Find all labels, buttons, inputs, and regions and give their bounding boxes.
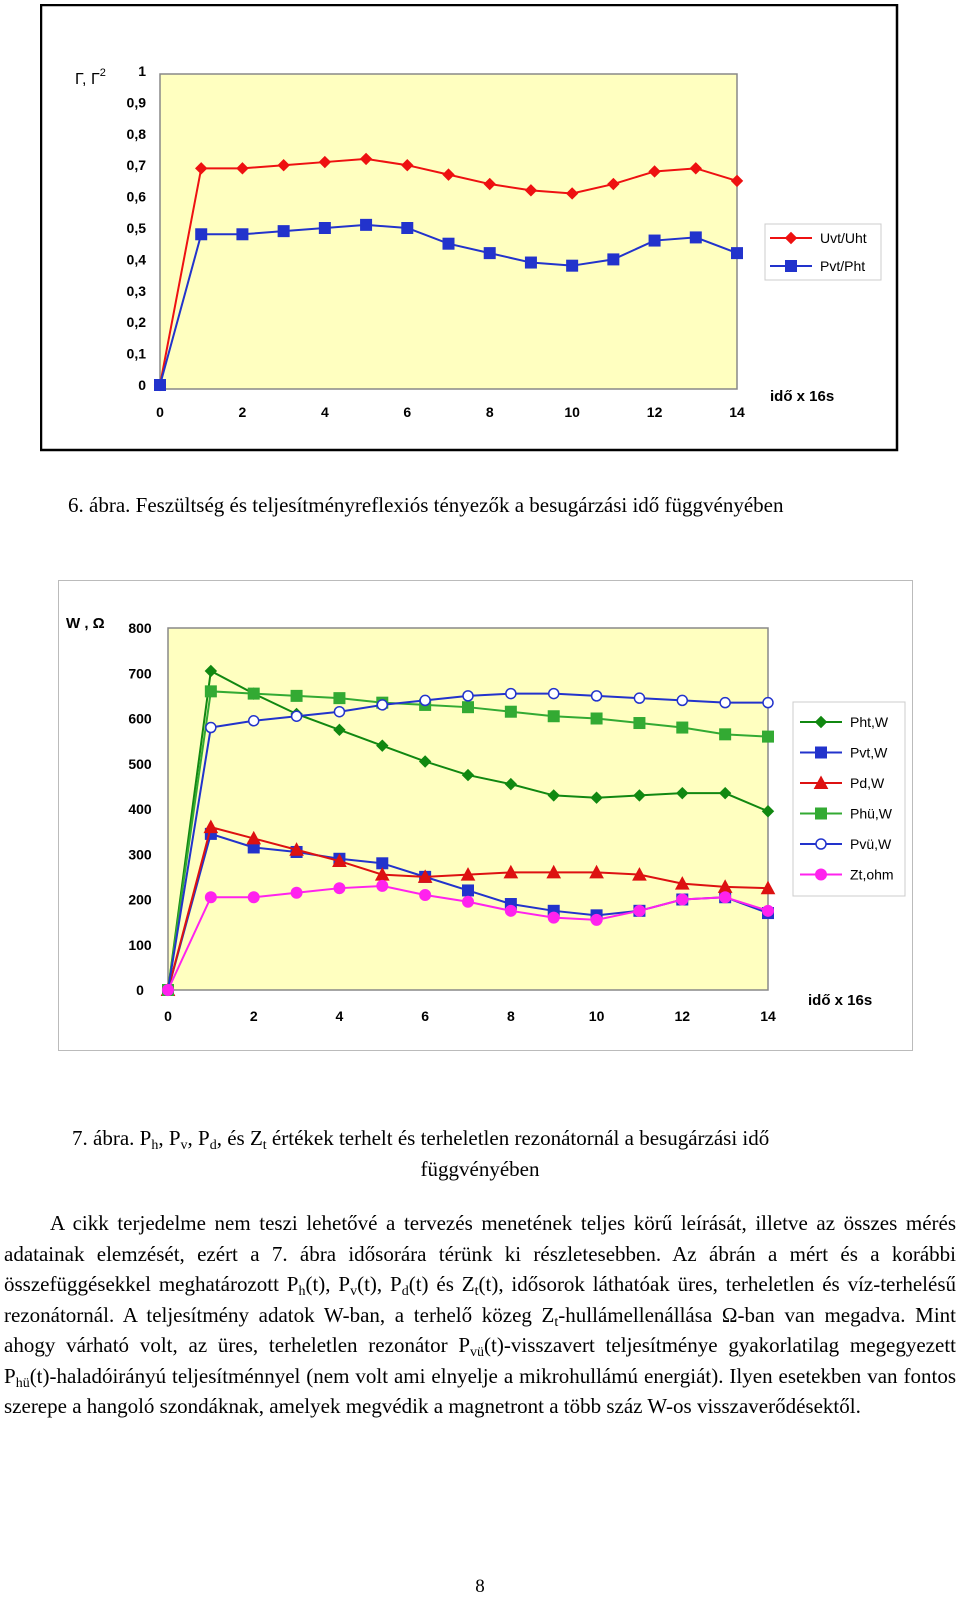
data-point <box>291 887 302 898</box>
x-tick-label: 10 <box>588 1008 605 1024</box>
legend-label: Pvt/Pht <box>820 258 866 274</box>
y-tick-label: 0,2 <box>126 314 146 331</box>
cap7-prefix: 7. ábra. P <box>72 1126 152 1150</box>
y-tick-label: 0 <box>136 982 144 998</box>
y-tick-label: 600 <box>128 710 152 727</box>
y-axis-label: W , Ω <box>66 615 105 632</box>
legend-label: Phü,W <box>850 805 893 822</box>
y-axis-label-text: Γ, Γ <box>75 71 100 88</box>
data-point <box>463 691 473 701</box>
data-point <box>634 905 645 916</box>
legend-label: Pvü,W <box>850 836 892 852</box>
para-g: (t)-visszavert teljesítménye gyakorlatilag megegyezett P <box>4 1333 956 1388</box>
data-point <box>763 905 774 916</box>
x-tick-label: 0 <box>156 404 164 420</box>
body-paragraph <box>4 1208 956 1422</box>
data-point <box>548 711 559 722</box>
legend-marker <box>816 869 827 880</box>
data-point <box>677 722 688 733</box>
legend-marker <box>816 808 827 819</box>
para-h: (t)-haladóirányú teljesítménnyel (nem volt ami elnyelje a mikrohullámú energiát). Ilyen esetekben van fontos szerepe a hangoló szondáknak, amelyek megvédik a magnetront a több száz W-os visszaverődésektől. <box>4 1363 956 1418</box>
data-point <box>591 914 602 925</box>
legend-marker <box>786 261 797 272</box>
cap7-sub-v: v <box>180 1138 188 1153</box>
data-point <box>677 894 688 905</box>
sub-t: t <box>474 1284 479 1299</box>
x-tick-label: 6 <box>421 1008 430 1024</box>
data-point <box>443 238 454 249</box>
cap7-sub-h: h <box>151 1138 159 1153</box>
data-point <box>334 693 345 704</box>
data-point <box>484 248 495 259</box>
x-tick-label: 8 <box>506 1008 515 1024</box>
cap7-sub-t: t <box>262 1138 267 1153</box>
data-point <box>319 223 330 234</box>
data-point <box>420 695 430 705</box>
data-point <box>506 689 516 699</box>
sub-t2: t <box>554 1314 559 1330</box>
figure-7-caption <box>72 1126 769 1151</box>
y-tick-label: 0,1 <box>126 345 146 362</box>
sub-v: v <box>350 1284 358 1299</box>
data-point <box>361 219 372 230</box>
y-tick-label: 0,7 <box>126 157 146 174</box>
x-tick-label: 14 <box>729 404 745 420</box>
data-point <box>402 223 413 234</box>
page-number: 8 <box>475 1576 485 1597</box>
cap7-t4: értékek terhelt és terheletlen rezonátornál a besugárzási idő <box>266 1126 770 1150</box>
data-point <box>732 248 743 259</box>
data-point <box>334 707 344 717</box>
sub-hu: hü <box>15 1375 30 1391</box>
para-f: -hullámellenállása Ω-ban van megadva. Mint ahogy várható volt, az üres, terheletlen rezonátor P <box>4 1302 956 1357</box>
data-point <box>463 702 474 713</box>
data-point <box>334 883 345 894</box>
cap7-t3: , és Z <box>216 1126 263 1150</box>
data-point <box>649 235 660 246</box>
data-point <box>292 711 302 721</box>
y-tick-label: 0,9 <box>126 94 146 111</box>
x-tick-label: 12 <box>674 1008 691 1024</box>
data-point <box>505 706 516 717</box>
data-point <box>592 691 602 701</box>
cap7-t1: , P <box>158 1126 181 1150</box>
cap7-sub-d: d <box>209 1138 217 1153</box>
x-tick-label: 10 <box>564 404 580 420</box>
reflection-coefficient-chart <box>40 4 918 460</box>
cap7-t2: , P <box>187 1126 210 1150</box>
y-tick-label: 0 <box>138 377 146 393</box>
data-point <box>248 892 259 903</box>
y-axis-label-sup: 2 <box>99 67 106 79</box>
x-tick-label: 8 <box>485 404 494 420</box>
x-tick-label: 2 <box>249 1008 258 1024</box>
x-tick-label: 4 <box>320 404 329 420</box>
y-tick-labels <box>128 620 152 998</box>
data-point <box>608 254 619 265</box>
data-point <box>720 892 731 903</box>
data-point <box>634 718 645 729</box>
y-tick-label: 300 <box>128 846 152 863</box>
x-tick-label: 0 <box>164 1008 172 1024</box>
data-point <box>205 892 216 903</box>
y-tick-label: 0,6 <box>126 188 146 205</box>
data-point <box>763 731 774 742</box>
x-axis-label: idő x 16s <box>770 388 835 405</box>
y-tick-label: 700 <box>128 665 152 682</box>
data-point <box>763 698 773 708</box>
y-tick-label: 0,4 <box>126 251 146 268</box>
y-tick-label: 100 <box>128 936 152 953</box>
sub-d: d <box>401 1284 409 1299</box>
y-tick-label: 200 <box>128 891 152 908</box>
legend-label: Zt,ohm <box>850 866 894 883</box>
y-tick-label: 1 <box>138 63 146 79</box>
data-point <box>591 713 602 724</box>
para-e: (t), idősorok láthatóak üres, terheletlen és víz-terhelésű rezonátornál. A teljesítmény adatok W-ban, a terhelő közeg Z <box>4 1272 957 1327</box>
data-point <box>155 380 166 391</box>
data-point <box>463 885 474 896</box>
data-point <box>377 880 388 891</box>
para-d: (t) és Z <box>408 1272 475 1296</box>
x-axis-label: idő x 16s <box>808 992 873 1009</box>
y-tick-label: 0,3 <box>126 282 146 299</box>
data-point <box>720 698 730 708</box>
para-a: A cikk terjedelme nem teszi lehetővé a tervezés menetének teljes körű leírását, illetve az összes mérés adatainak elemzését, ezért a 7. ábra idősorára térünk ki részletesebben. Az ábrán a mért és a korábbi összefüggésekkel meghatározott P <box>4 1211 956 1296</box>
data-point <box>249 716 259 726</box>
y-tick-label: 0,5 <box>126 220 146 236</box>
data-point <box>567 260 578 271</box>
data-point <box>505 905 516 916</box>
data-point <box>548 912 559 923</box>
figure-7-caption-line2: függvényében <box>420 1157 540 1181</box>
legend-label: Pvt,W <box>850 744 888 761</box>
data-point <box>463 896 474 907</box>
data-point <box>196 229 207 240</box>
y-tick-label: 400 <box>128 801 152 817</box>
data-point <box>291 690 302 701</box>
data-point <box>248 688 259 699</box>
power-impedance-chart <box>58 580 932 1062</box>
legend-label: Pd,W <box>850 775 885 791</box>
legend-marker <box>816 839 826 849</box>
sub-h: h <box>298 1284 306 1299</box>
data-point <box>677 695 687 705</box>
legend-label: Pht,W <box>850 714 889 730</box>
x-tick-label: 2 <box>238 404 247 420</box>
y-tick-label: 500 <box>128 755 152 772</box>
data-point <box>278 226 289 237</box>
data-point <box>163 985 174 996</box>
x-tick-label: 12 <box>646 404 663 420</box>
para-c: (t), P <box>357 1272 402 1296</box>
data-point <box>690 232 701 243</box>
para-b: (t), P <box>305 1272 351 1296</box>
data-point <box>377 700 387 710</box>
legend-label: Uvt/Uht <box>820 230 867 246</box>
y-tick-label: 800 <box>128 620 152 636</box>
x-tick-label: 14 <box>760 1008 776 1024</box>
figure-6-caption: 6. ábra. Feszültség és teljesítményreflexiós tényezők a besugárzási idő függvényében <box>68 493 784 517</box>
data-point <box>525 257 536 268</box>
x-tick-label: 4 <box>335 1008 344 1024</box>
data-point <box>634 693 644 703</box>
legend-marker <box>816 747 827 758</box>
sub-vu: vü <box>470 1345 485 1360</box>
data-point <box>720 729 731 740</box>
plot-area <box>168 628 768 990</box>
y-tick-label: 0,8 <box>126 125 146 142</box>
data-point <box>205 686 216 697</box>
data-point <box>206 723 216 733</box>
data-point <box>549 689 559 699</box>
x-tick-label: 6 <box>403 404 412 420</box>
data-point <box>237 229 248 240</box>
data-point <box>420 889 431 900</box>
